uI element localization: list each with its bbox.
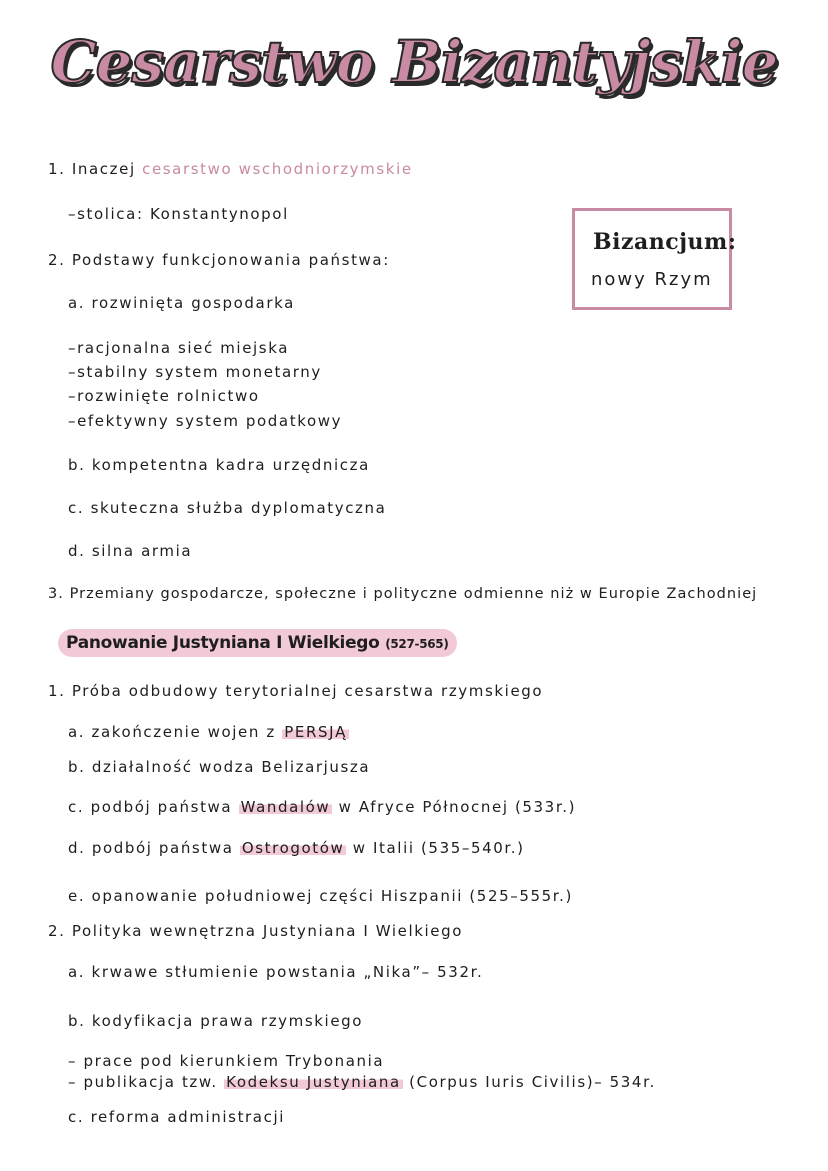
point-2b: b. kompetentna kadra urzędnicza (68, 456, 370, 474)
sub-item-tax: –efektywny system podatkowy (68, 412, 343, 430)
point-1c-label: c. podbój państwa (68, 798, 239, 816)
justinian-point-1a (68, 722, 349, 742)
sub-item-cities: –racjonalna sieć miejska (68, 339, 290, 357)
point-1d-suffix: w Italii (535–540r.) (346, 839, 525, 857)
code-highlight: Kodeksu Justyniana (226, 1073, 401, 1091)
point-1a-label: a. zakończenie wojen z (68, 723, 283, 741)
point-2c: c. skuteczna służba dyplomatyczna (68, 499, 387, 517)
sub-item-tribonian: – prace pod kierunkiem Trybonania (68, 1052, 385, 1070)
justinian-point-1c (68, 797, 576, 817)
box-title: Bizancjum: (593, 229, 737, 255)
justinian-point-2b: b. kodyfikacja prawa rzymskiego (68, 1012, 364, 1030)
section-years: (527-565) (385, 637, 449, 651)
box-subtitle: nowy Rzym (591, 269, 713, 290)
justinian-point-1d (68, 838, 525, 858)
justinian-point-1e: e. opanowanie południowej części Hiszpanii (525–555r.) (68, 887, 573, 905)
point-2: 2. Podstawy funkcjonowania państwa: (48, 251, 390, 269)
justinian-point-2c: c. reforma administracji (68, 1108, 285, 1126)
point-1-highlight: cesarstwo wschodniorzymskie (142, 160, 413, 178)
persia-highlight: PERSJĄ (284, 723, 347, 741)
justinian-point-1: 1. Próba odbudowy terytorialnej cesarstwa rzymskiego (48, 682, 544, 700)
capital-line: –stolica: Konstantynopol (68, 205, 289, 223)
point-1 (48, 159, 413, 179)
point-2a: a. rozwinięta gospodarka (68, 294, 295, 312)
ostrogoths-highlight: Ostrogotów (241, 839, 345, 857)
vandals-highlight: Wandalów (240, 798, 331, 816)
byzantium-box (572, 208, 737, 310)
justinian-point-2a: a. krwawe stłumienie powstania „Nika”– 532r. (68, 963, 484, 981)
sub-item-code (68, 1072, 656, 1092)
sub-item-monetary: –stabilny system monetarny (68, 363, 322, 381)
point-3: 3. Przemiany gospodarcze, społeczne i polityczne odmienne niż w Europie Zachodniej (48, 586, 758, 602)
code-suffix: (Corpus Iuris Civilis)– 534r. (402, 1073, 656, 1091)
justinian-point-1b: b. działalność wodza Belizarjusza (68, 758, 371, 776)
code-label: – publikacja tzw. (68, 1073, 225, 1091)
point-2d: d. silna armia (68, 542, 193, 560)
point-1c-suffix: w Afryce Północnej (533r.) (332, 798, 577, 816)
page-title: Cesarstwo Bizantyjskie (50, 28, 778, 96)
section-heading (58, 629, 457, 657)
section-title: Panowanie Justyniana I Wielkiego (66, 633, 380, 653)
sub-item-agriculture: –rozwinięte rolnictwo (68, 387, 260, 405)
point-1d-label: d. podbój państwa (68, 839, 240, 857)
justinian-point-2: 2. Polityka wewnętrzna Justyniana I Wielkiego (48, 922, 464, 940)
point-1-label: 1. Inaczej (48, 160, 143, 178)
